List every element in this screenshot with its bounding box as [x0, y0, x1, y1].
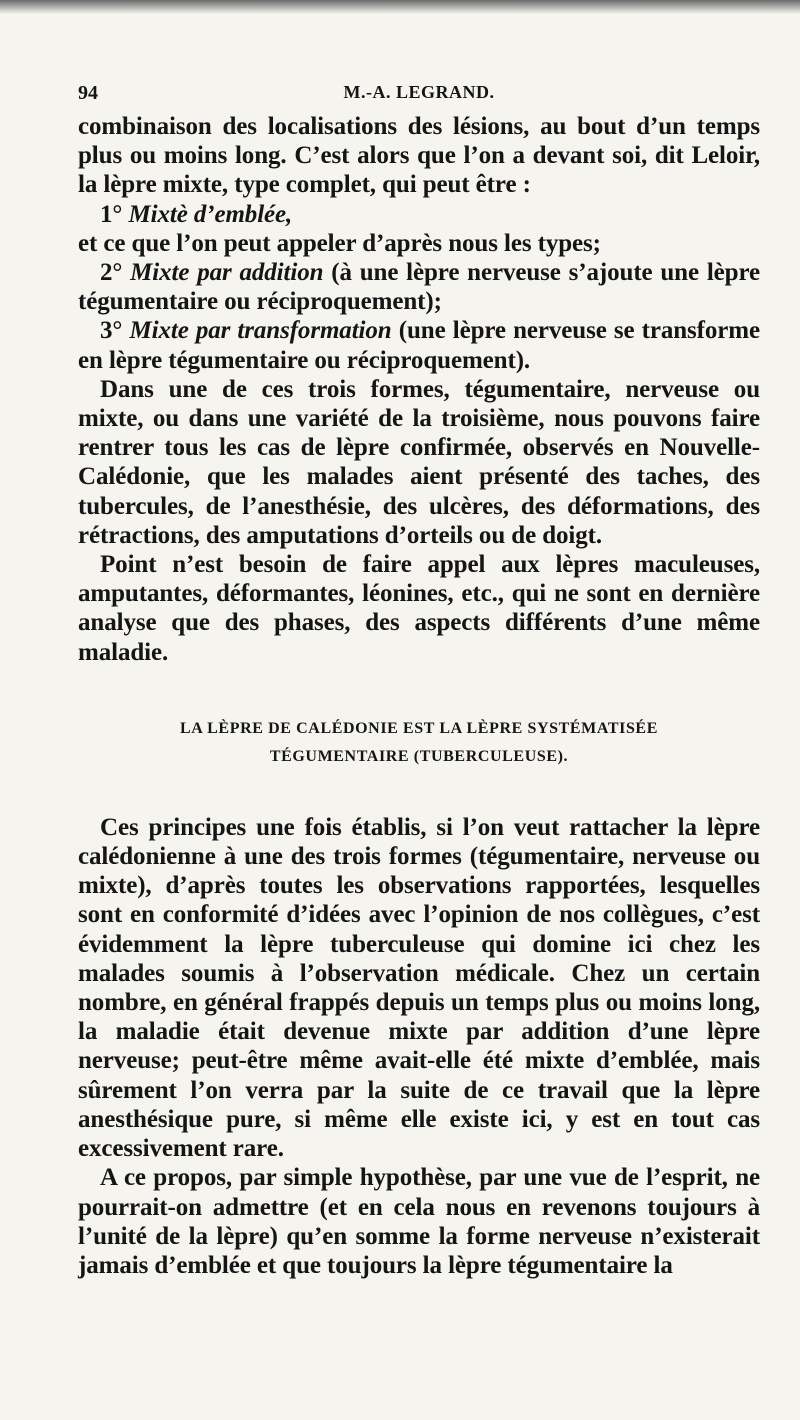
- section-1: [78, 112, 760, 667]
- section-heading-line-2: TÉGUMENTAIRE (TUBERCULEUSE).: [269, 747, 569, 765]
- list-item-3-title: Mixte par transformation: [129, 317, 392, 345]
- book-page: [78, 78, 760, 1280]
- list-item-3-text: (une lèpre nerveuse se transforme en lèpre tégumentaire ou réciproquement).: [78, 317, 761, 374]
- paragraph-continuation: combinaison des localisations des lésions, au bout d’un temps plus ou moins long. C’est alors que l’on a devant soi, dit Leloir, la lèpre mixte, type complet, qui peut être :: [78, 113, 760, 199]
- list-item-2-text: (à une lèpre nerveuse s’ajoute une lèpre tégumentaire ou réciproquement);: [78, 259, 761, 316]
- paragraph-hypothese: A ce propos, par simple hypothèse, par une vue de l’esprit, ne pourrait-on admettre (et en cela nous en revenons toujours à l’unité de la lèpre) qu’en somme la forme nerveuse n’existerait jamais d’emblée et que toujours la lèpre tégumentaire la: [78, 1164, 760, 1279]
- list-item-1-title: Mixtè d’emblée,: [128, 200, 293, 228]
- list-item-2-number: 2°: [100, 259, 123, 287]
- list-item-2: [78, 258, 760, 316]
- section-heading: [78, 715, 760, 771]
- list-item-3: [78, 316, 760, 374]
- list-item-2-title: Mixte par addition: [130, 259, 324, 287]
- section-heading-line-1: LA LÈPRE DE CALÉDONIE EST LA LÈPRE SYSTÉMATISÉE: [180, 719, 658, 737]
- page-number: 94: [78, 82, 98, 104]
- section-2: [78, 813, 760, 1280]
- list-item-3-number: 3°: [100, 317, 123, 345]
- scan-top-edge: [0, 0, 800, 14]
- running-head: [78, 78, 760, 112]
- list-item-1: [78, 200, 760, 229]
- paragraph-principes: Ces principes une fois établis, si l’on veut rattacher la lèpre calédonienne à une des trois formes (tégumentaire, nerveuse ou mixte), d’après toutes les observations rapportées, lesquelles sont en conformité d’idées avec l’opinion de nos collègues, c’est évidemment la lèpre tuberculeuse qui domine ici chez les malades soumis à l’observation médicale. Chez un certain nombre, en général frappés depuis un temps plus ou moins long, la maladie était devenue mixte par addition d’une lèpre nerveuse; peut-être même avait-elle été mixte d’emblée, mais sûrement l’on verra par la suite de ce travail que la lèpre anesthésique pure, si même elle existe ici, y est en tout cas excessivement rare.: [78, 813, 760, 1163]
- list-item-1-number: 1°: [100, 200, 123, 228]
- paragraph-forms: Dans une de ces trois formes, tégumentaire, nerveuse ou mixte, ou dans une variété de la troisième, nous pouvons faire rentrer tous les cas de lèpre confirmée, observés en Nouvelle-Calédonie, que les malades aient présenté des taches, des tubercules, de l’anesthésie, des ulcères, des déformations, des rétractions, des amputations d’orteils ou de doigt.: [78, 375, 760, 549]
- running-title: M.-A. LEGRAND.: [343, 82, 495, 102]
- list-item-1-note: et ce que l’on peut appeler d’après nous les types;: [78, 229, 601, 257]
- paragraph-lepres: Point n’est besoin de faire appel aux lèpres maculeuses, amputantes, déformantes, léonines, etc., qui ne sont en dernière analyse que des phases, des aspects différents d’une même maladie.: [78, 551, 760, 666]
